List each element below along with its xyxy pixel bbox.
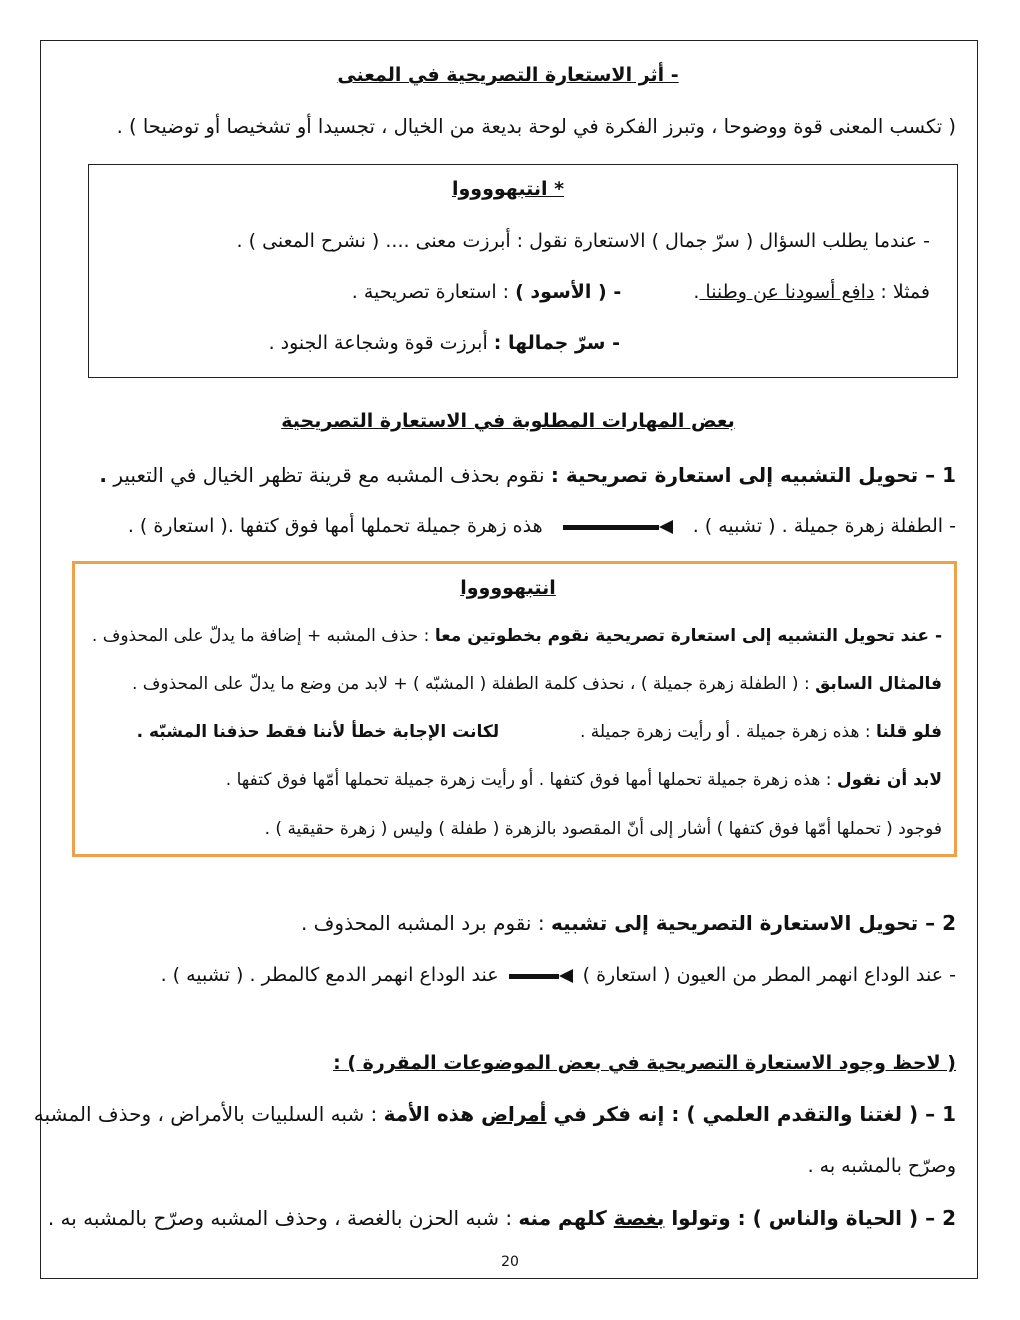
skill-1-example [60,513,956,540]
note-box-1-heading-text: * انتبهووووا [451,178,565,200]
skill-1-example-simile: - الطفلة زهرة جميلة . ( تشبيه ) . [692,515,956,537]
note-box-2 [72,561,957,857]
note-box-1-example: دافع أسودنا عن وطننا [699,281,875,303]
skill-2-title: تحويل الاستعارة التصريحية إلى تشبيه [550,911,919,935]
observe-item-1-continuation: وصرّح بالمشبه به . [807,1155,956,1177]
note-box-2-line1-bold: - عند تحويل التشبيه إلى استعارة تصريحية نقوم بخطوتين معا [434,626,942,646]
note-box-2-line3-end: لكانت الإجابة خطأ لأننا فقط حذفنا المشبّه . [136,722,500,742]
note-box-1-line1: - عندما يطلب السؤال ( سرّ جمال ) الاستعارة نقول : أبرزت معنى .... ( نشرح المعنى ) . [236,230,930,252]
section-title-text: - أثر الاستعارة التصريحية في المعنى [337,64,679,86]
skill-1 [60,462,956,488]
arrow-left-icon [563,514,673,540]
skill-1-title: تحويل التشبيه إلى استعارة تصريحية : [550,463,919,487]
note-box-1-line3 [60,330,620,356]
skill-2-number: 2 – [918,911,956,935]
skill-2-example [60,962,956,989]
observe-item-1 [33,1101,956,1127]
note-box-2-line5: فوجود ( تحملها أمّها فوق كتفها ) أشار إلى أنّ المقصود بالزهرة ( طفلة ) وليس ( زهرة حقيقية ) . [264,819,942,839]
note-box-2-line3 [60,719,942,745]
skills-title-text: بعض المهارات المطلوبة في الاستعارة التصريحية [281,410,735,432]
note-box-1-example-dot: . [693,281,700,303]
observe-item-1-number: 1 – [918,1102,956,1126]
note-box-2-heading [60,575,956,601]
note-box-1-beauty-text: أبرزت قوة وشجاعة الجنود . [268,332,494,354]
observe-item-2-number: 2 – [918,1206,956,1230]
observe-item-1-bold: ( لغتنا والتقدم العلمي ) : إنه فكر في [546,1102,919,1126]
note-box-1-line2 [60,279,930,305]
skills-title [60,408,956,434]
note-box-1-beauty-label: - سرّ جمالها : [493,332,620,354]
skill-1-example-metaphor: هذه زهرة جميلة تحملها أمها فوق كتفها .( استعارة ) . [127,515,543,537]
observe-item-2-desc: : شبه الحزن بالغصة ، وحذف المشبه وصرّح بالمشبه به . [47,1206,519,1230]
skill-1-number: 1 – [918,463,956,487]
note-box-2-line1 [60,623,942,649]
observe-item-1-bold2: هذه الأمة [383,1102,482,1126]
skill-2-example-metaphor: - عند الوداع انهمر المطر من العيون ( استعارة ) [582,964,956,986]
page-number: 20 [501,1254,519,1270]
observe-item-2-bold: ( الحياة والناس ) : وتولوا [664,1206,919,1230]
observe-title [60,1050,956,1076]
note-box-2-line4-rest: : هذه زهرة جميلة تحملها أمها فوق كتفها . أو رأيت زهرة جميلة تحملها أمّها فوق كتفها . [225,770,837,790]
note-box-2-line3-mid: : هذه زهرة جميلة . أو رأيت زهرة جميلة . [579,722,876,742]
skill-1-end: . [99,463,107,487]
note-box-2-line2 [60,671,942,697]
note-box-1-heading [60,176,956,202]
observe-item-2 [47,1205,956,1231]
section-title [60,62,956,88]
note-box-2-heading-text: انتبهووووا [460,577,556,599]
skill-2 [60,910,956,936]
note-box-2-line2-bold: فالمثال السابق [815,674,942,694]
note-box-2-line3-bold: فلو قلنا [875,722,942,742]
observe-item-2-bold2: كلهم منه [518,1206,614,1230]
skill-1-desc: نقوم بحذف المشبه مع قرينة تظهر الخيال في التعبير [106,463,551,487]
observe-item-1-keyword: أمراض [481,1102,547,1126]
note-box-2-line1-rest: : حذف المشبه + إضافة ما يدلّ على المحذوف . [91,626,435,646]
observe-item-1-desc: : شبه السلبيات بالأمراض ، وحذف المشبه [33,1102,384,1126]
note-box-1-line2-prefix: فمثلا : [874,281,930,303]
observe-title-text: ( لاحظ وجود الاستعارة التصريحية في بعض الموضوعات المقررة ) : [333,1052,956,1074]
note-box-1-term: - ( الأسود ) [515,281,622,303]
note-box-1-term-desc: : استعارة تصريحية . [351,281,516,303]
note-box-2-line2-rest: : ( الطفلة زهرة جميلة ) ، نحذف كلمة الطفلة ( المشبّه ) + لابد من وضع ما يدلّ على المحذوف . [131,674,816,694]
skill-2-example-simile: عند الوداع انهمر الدمع كالمطر . ( تشبيه ) . [160,964,499,986]
effect-paragraph: ( تكسب المعنى قوة ووضوحا ، وتبرز الفكرة في لوحة بديعة من الخيال ، تجسيدا أو تشخيصا أو توضيحا ) . [116,115,956,138]
observe-item-2-keyword: بغصة [613,1206,665,1230]
note-box-2-line4 [60,767,942,793]
note-box-2-line4-bold: لابد أن نقول [836,770,942,790]
skill-2-desc: : نقوم برد المشبه المحذوف . [300,911,551,935]
arrow-left-icon [509,963,573,989]
